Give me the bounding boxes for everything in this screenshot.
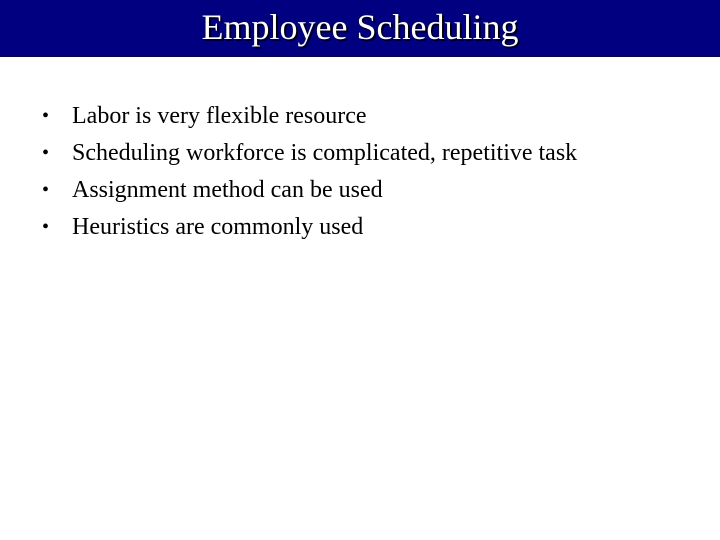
bullet-icon: • (42, 105, 50, 127)
bullet-text: Scheduling workforce is complicated, repetitive task (72, 140, 578, 166)
bullet-icon: • (42, 142, 50, 164)
title-bar (0, 0, 720, 57)
bullet-text: Assignment method can be used (72, 177, 383, 203)
slide-title: Employee Scheduling (201, 7, 519, 47)
bullet-icon: • (42, 216, 50, 238)
bullet-text: Labor is very flexible resource (72, 103, 367, 129)
bullet-text: Heuristics are commonly used (72, 214, 364, 240)
bullet-icon: • (42, 179, 50, 201)
